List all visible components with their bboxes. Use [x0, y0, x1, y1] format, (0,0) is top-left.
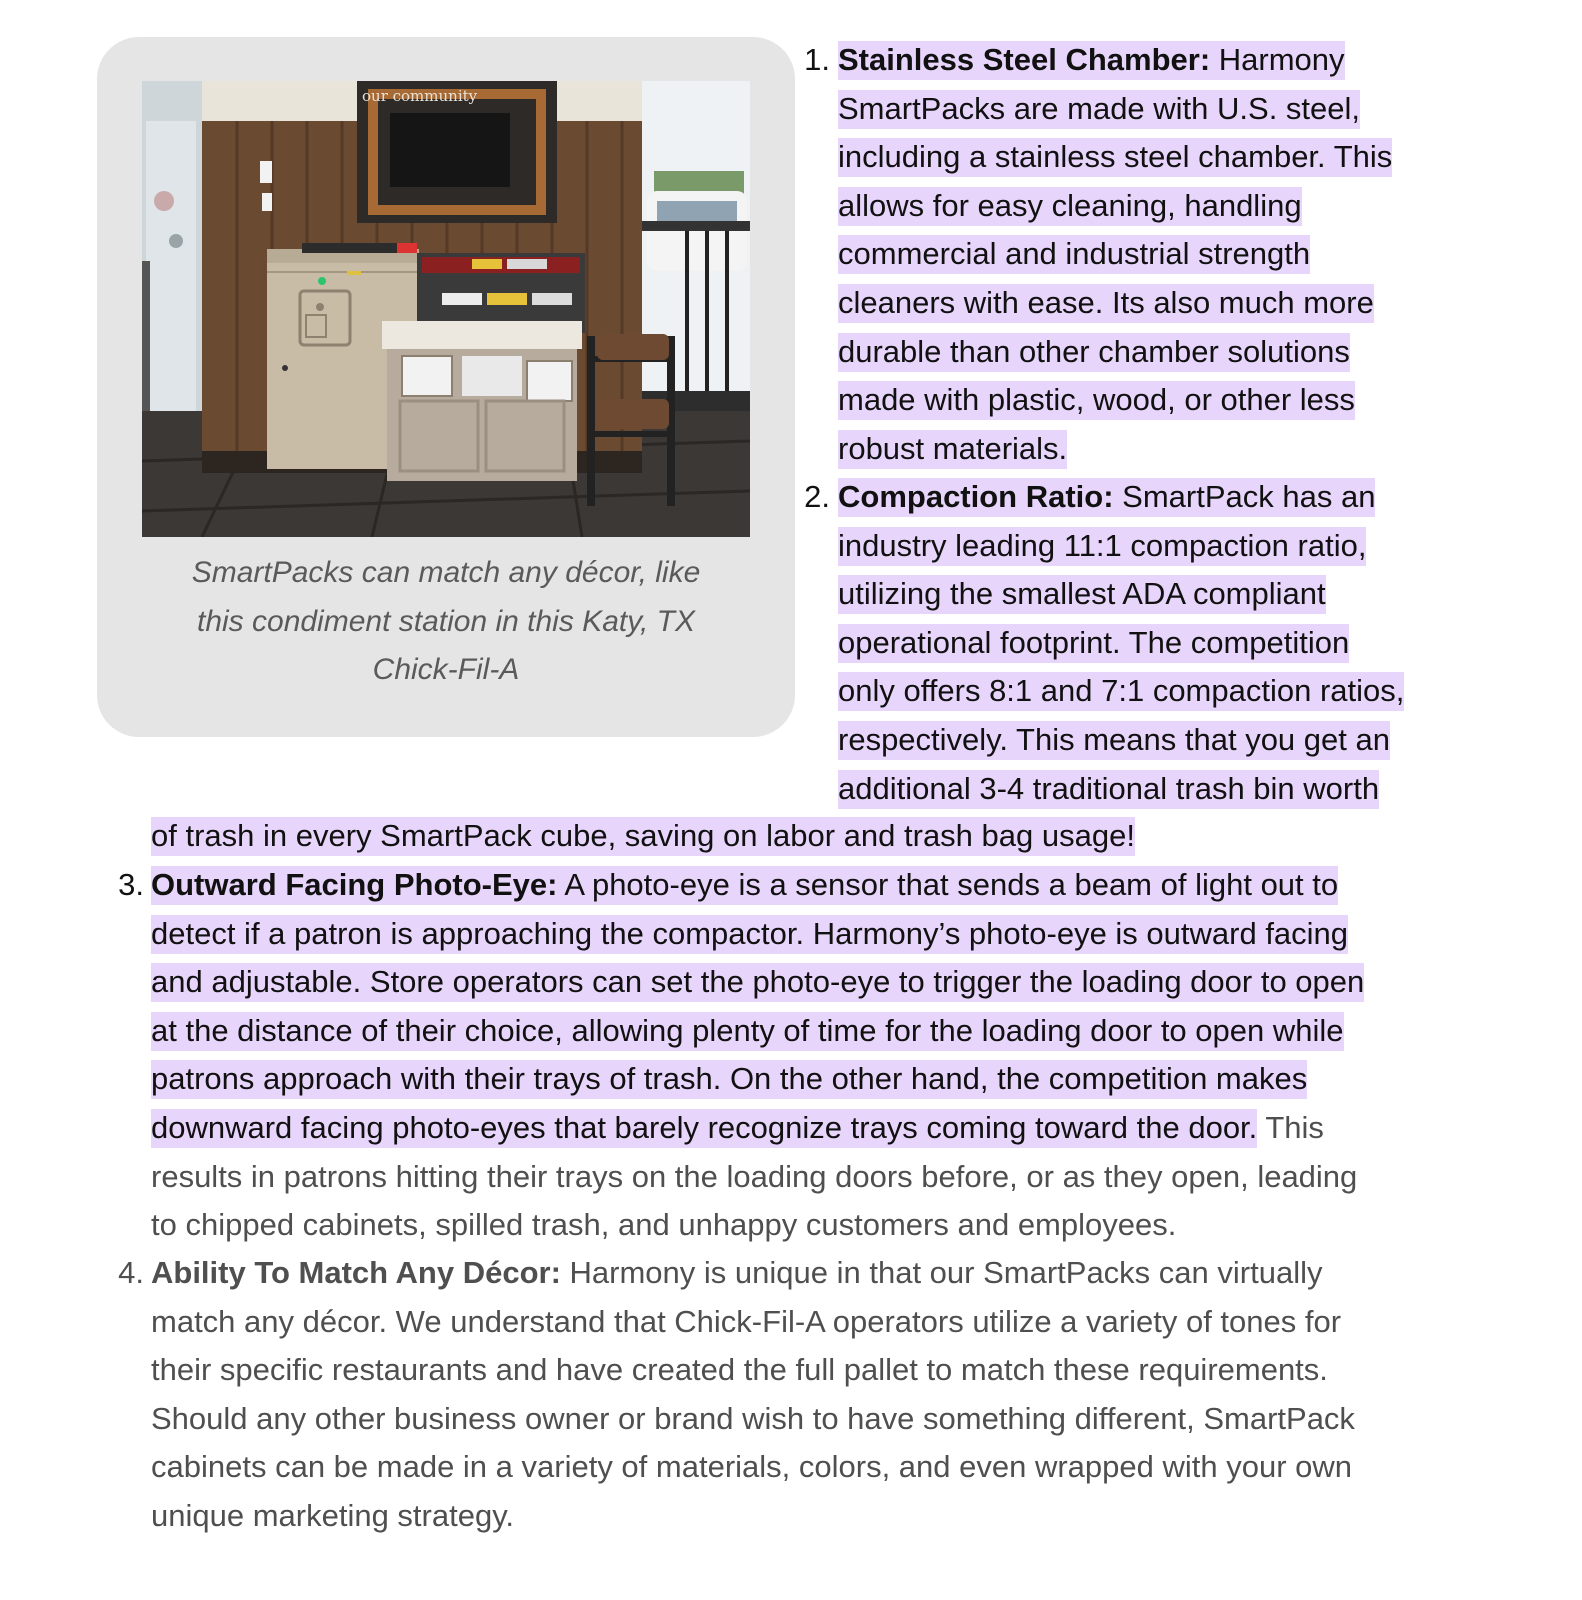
list-item-text: match any décor. We understand that Chick-Fil-A operators utilize a variety of tones for — [151, 1303, 1342, 1339]
list-item-text: commercial and industrial strength — [838, 235, 1310, 274]
list-item-text: including a stainless steel chamber. This — [838, 138, 1392, 177]
list-item-continuation — [151, 812, 1135, 861]
list-item-text: downward facing photo-eyes that barely recognize trays coming toward the door. — [151, 1109, 1257, 1148]
list-item-text: durable than other chamber solutions — [838, 333, 1350, 372]
list-item-body — [151, 861, 1491, 1250]
list-item-text: allows for easy cleaning, handling — [838, 187, 1302, 226]
list-item-text: Harmony is unique in that our SmartPacks can virtually — [560, 1255, 1323, 1290]
list-item-number: 2. — [804, 479, 830, 514]
list-item-number: 3. — [118, 867, 144, 902]
list-item-text: industry leading 11:1 compaction ratio, — [838, 527, 1366, 566]
list-item-text: utilizing the smallest ADA compliant — [838, 575, 1326, 614]
list-item-text: and adjustable. Store operators can set the photo-eye to trigger the loading door to open — [151, 963, 1364, 1002]
list-item-text: results in patrons hitting their trays on the loading doors before, or as they open, leading — [151, 1158, 1358, 1194]
list-item-text: at the distance of their choice, allowing plenty of time for the loading door to open while — [151, 1012, 1344, 1051]
list-item-text: cabinets can be made in a variety of materials, colors, and even wrapped with your own — [151, 1449, 1353, 1485]
list-item-text: of trash in every SmartPack cube, saving on labor and trash bag usage! — [151, 817, 1135, 856]
list-item-text: only offers 8:1 and 7:1 compaction ratios, — [838, 672, 1404, 711]
list-item-text: to chipped cabinets, spilled trash, and unhappy customers and employees. — [151, 1207, 1177, 1243]
list-item-text: unique marketing strategy. — [151, 1497, 515, 1533]
list-item-text: This — [1257, 1109, 1324, 1145]
list-item-number: 4. — [118, 1255, 144, 1290]
list-item-text: robust materials. — [838, 430, 1067, 469]
list-item-text: Harmony — [1210, 42, 1345, 77]
caption-line: this condiment station in this Katy, TX — [196, 604, 695, 638]
list-item-text: respectively. This means that you get an — [838, 721, 1390, 760]
list-item-text: operational footprint. The competition — [838, 624, 1349, 663]
list-item-body — [151, 1249, 1491, 1541]
list-item-title: Compaction Ratio: — [838, 479, 1114, 514]
list-item-text: their specific restaurants and have created the full pallet to match these requirements. — [151, 1352, 1328, 1388]
list-item-text: cleaners with ease. Its also much more — [838, 284, 1374, 323]
list-item-text: detect if a patron is approaching the compactor. Harmony’s photo-eye is outward facing — [151, 915, 1348, 954]
caption-line: Chick-Fil-A — [372, 653, 520, 686]
list-item-text: patrons approach with their trays of trash. On the other hand, the competition makes — [151, 1060, 1307, 1099]
list-item-title: Ability To Match Any Décor: — [151, 1255, 561, 1290]
list-item-text: A photo-eye is a sensor that sends a beam of light out to — [557, 867, 1339, 902]
caption-line: SmartPacks can match any décor, like — [191, 556, 701, 589]
list-item-title: Outward Facing Photo-Eye: — [151, 867, 558, 902]
list-item-text: made with plastic, wood, or other less — [838, 381, 1355, 420]
list-item-title: Stainless Steel Chamber: — [838, 42, 1211, 77]
list-item-text: SmartPack has an — [1113, 479, 1376, 514]
list-item-text: SmartPacks are made with U.S. steel, — [838, 90, 1360, 129]
list-item-number: 1. — [804, 42, 830, 77]
photo-sign-text: our community — [362, 87, 478, 105]
list-item-body — [838, 36, 1478, 473]
list-item-body — [838, 473, 1478, 813]
list-item-text: Should any other business owner or brand wish to have something different, SmartPack — [151, 1400, 1355, 1436]
list-item-text: additional 3-4 traditional trash bin worth — [838, 770, 1379, 809]
